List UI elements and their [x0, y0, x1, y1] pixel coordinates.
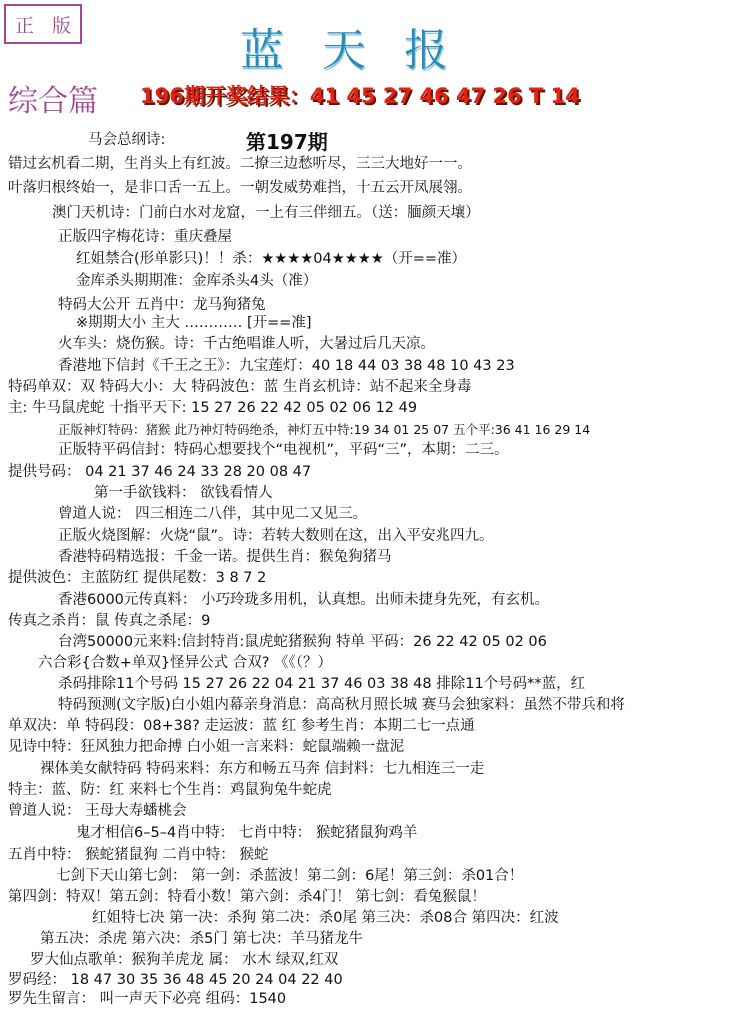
text-line: 正版火烧图解：火烧“鼠”。诗：若转大数则在这，出入平安兆四九。 — [58, 528, 494, 544]
text-line: 正版四字梅花诗：重庆叠屋 — [58, 229, 232, 245]
text-line: 罗大仙点歌单：猴狗羊虎龙 属： 水木 绿双,红双 — [30, 952, 339, 968]
text-line: 第五决：杀虎 第六决：杀5门 第七决：羊马猪龙牛 — [40, 931, 363, 947]
text-line: 香港特码精选报：千金一诺。提供生肖：猴兔狗猪马 — [58, 549, 392, 565]
text-line: 罗码经： 18 47 30 35 36 48 45 20 24 04 22 40 — [8, 972, 343, 988]
text-line: 叶落归根终始一，是非口舌一五上。一朝发威势难挡，十五云开凤展翎。 — [8, 180, 472, 196]
text-line: 正版神灯特码：猪猴 此乃神灯特码绝杀，神灯五中特:19 34 01 25 07 五个平:36 41 16 29 14 — [58, 422, 591, 437]
text-line: ※期期大小 主大 ………… [开==准] — [76, 315, 312, 331]
text-line: 错过玄机看二期，生肖头上有红波。二撩三边愁听尽，三三大地好一一。 — [8, 156, 472, 172]
text-line: 五肖中特： 猴蛇猪鼠狗 二肖中特： 猴蛇 — [8, 847, 269, 863]
text-line: 火车头：烧伤猴。诗：千古绝唱谁人听，大暑过后几天凉。 — [58, 336, 435, 352]
issue-number: 第197期 — [246, 130, 328, 154]
text-line: 马会总纲诗: — [88, 132, 166, 148]
text-line: 单双决：单 特码段：08+38? 走运波：蓝 红 参考生肖：本期二七一点通 — [8, 718, 475, 734]
text-line: 第一手欲钱料： 欲钱看情人 — [94, 485, 273, 501]
authentic-stamp — [4, 4, 82, 44]
text-line: 七剑下天山第七剑： 第一剑：杀蓝波！第二剑：6尾！第三剑：杀01合！ — [56, 868, 524, 884]
text-line: 澳门天机诗：门前白水对龙窟，一上有三伴细五。（送：腼颜天壤） — [52, 205, 480, 221]
text-line: 特码预测(文字版)白小姐内幕亲身消息：高高秋月照长城 赛马会独家料：虽然不带兵和将 — [58, 697, 625, 713]
text-line: 鬼才相信6–5–4肖中特： 七肖中特： 猴蛇猪鼠狗鸡羊 — [76, 825, 418, 841]
stamp-char-right: 版 — [51, 14, 71, 37]
draw-result-headline: 196期开奖结果：41 45 27 46 47 26 T 14 — [140, 84, 580, 108]
section-label: 综合篇 — [8, 84, 98, 119]
text-line: 金库杀头期期准：金库杀头4头（准） — [76, 273, 318, 289]
stamp-char-left: 正 — [14, 14, 34, 37]
newspaper-title: 蓝天报 — [240, 25, 486, 76]
text-line: 曾道人说： 四三相连二八伴，其中见二又见三。 — [58, 506, 368, 522]
text-line: 裸体美女献特码 特码来料：东方和畅五马奔 信封料：七九相连三一走 — [40, 761, 485, 777]
text-line: 提供波色：主蓝防红 提供尾数：3 8 7 2 — [8, 570, 267, 586]
text-line: 正版特平码信封：特码心想要找个“电视机”，平码“三”，本期：二三。 — [58, 442, 509, 458]
text-line: 六合彩{合数+单双}怪异公式 合双? 《《（？） — [38, 655, 333, 671]
text-line: 罗先生留言： 叫一声天下必亮 组码：1540 — [8, 991, 287, 1007]
text-line: 杀码排除11个号码 15 27 26 22 04 21 37 46 03 38 48 排除11个号码**蓝，红 — [58, 676, 586, 692]
text-line: 红姐禁合(形单影只)！！杀：★★★★04★★★★（开==准） — [76, 251, 467, 267]
text-line: 曾道人说： 王母大寿蟠桃会 — [8, 803, 187, 819]
text-line: 特主：蓝、防：红 来料七个生肖：鸡鼠狗兔牛蛇虎 — [8, 782, 332, 798]
text-line: 台湾50000元来料:信封特肖:鼠虎蛇猪猴狗 特单 平码：26 22 42 05 02 06 — [58, 634, 547, 650]
text-line: 红姐特七决 第一决：杀狗 第二决：杀0尾 第三决：杀08合 第四决：红波 — [92, 910, 559, 926]
text-line: 特码单双：双 特码大小：大 特码波色：蓝 生肖玄机诗：站不起来全身毒 — [8, 379, 472, 395]
text-line: 特码大公开 五肖中：龙马狗猪兔 — [58, 297, 266, 313]
text-line: 主: 牛马鼠虎蛇 十指平天下: 15 27 26 22 42 05 02 06 12 49 — [8, 400, 418, 416]
text-line: 香港6000元传真料： 小巧玲珑多用机，认真想。出师未捷身先死，有玄机。 — [58, 592, 550, 608]
text-line: 见诗中特：狂风独力把命搏 白小姐一言来料：蛇鼠端赖一盘泥 — [8, 739, 405, 755]
text-line: 第四剑：特双！第五剑：特看小数！第六剑：杀4门！ 第七剑：看兔猴鼠！ — [8, 889, 486, 905]
text-line: 香港地下信封《千王之王》：九宝莲灯：40 18 44 03 38 48 10 43 23 — [58, 358, 515, 374]
text-line: 传真之杀肖：鼠 传真之杀尾：9 — [8, 613, 211, 629]
text-line: 提供号码： 04 21 37 46 24 33 28 20 08 47 — [8, 464, 312, 480]
